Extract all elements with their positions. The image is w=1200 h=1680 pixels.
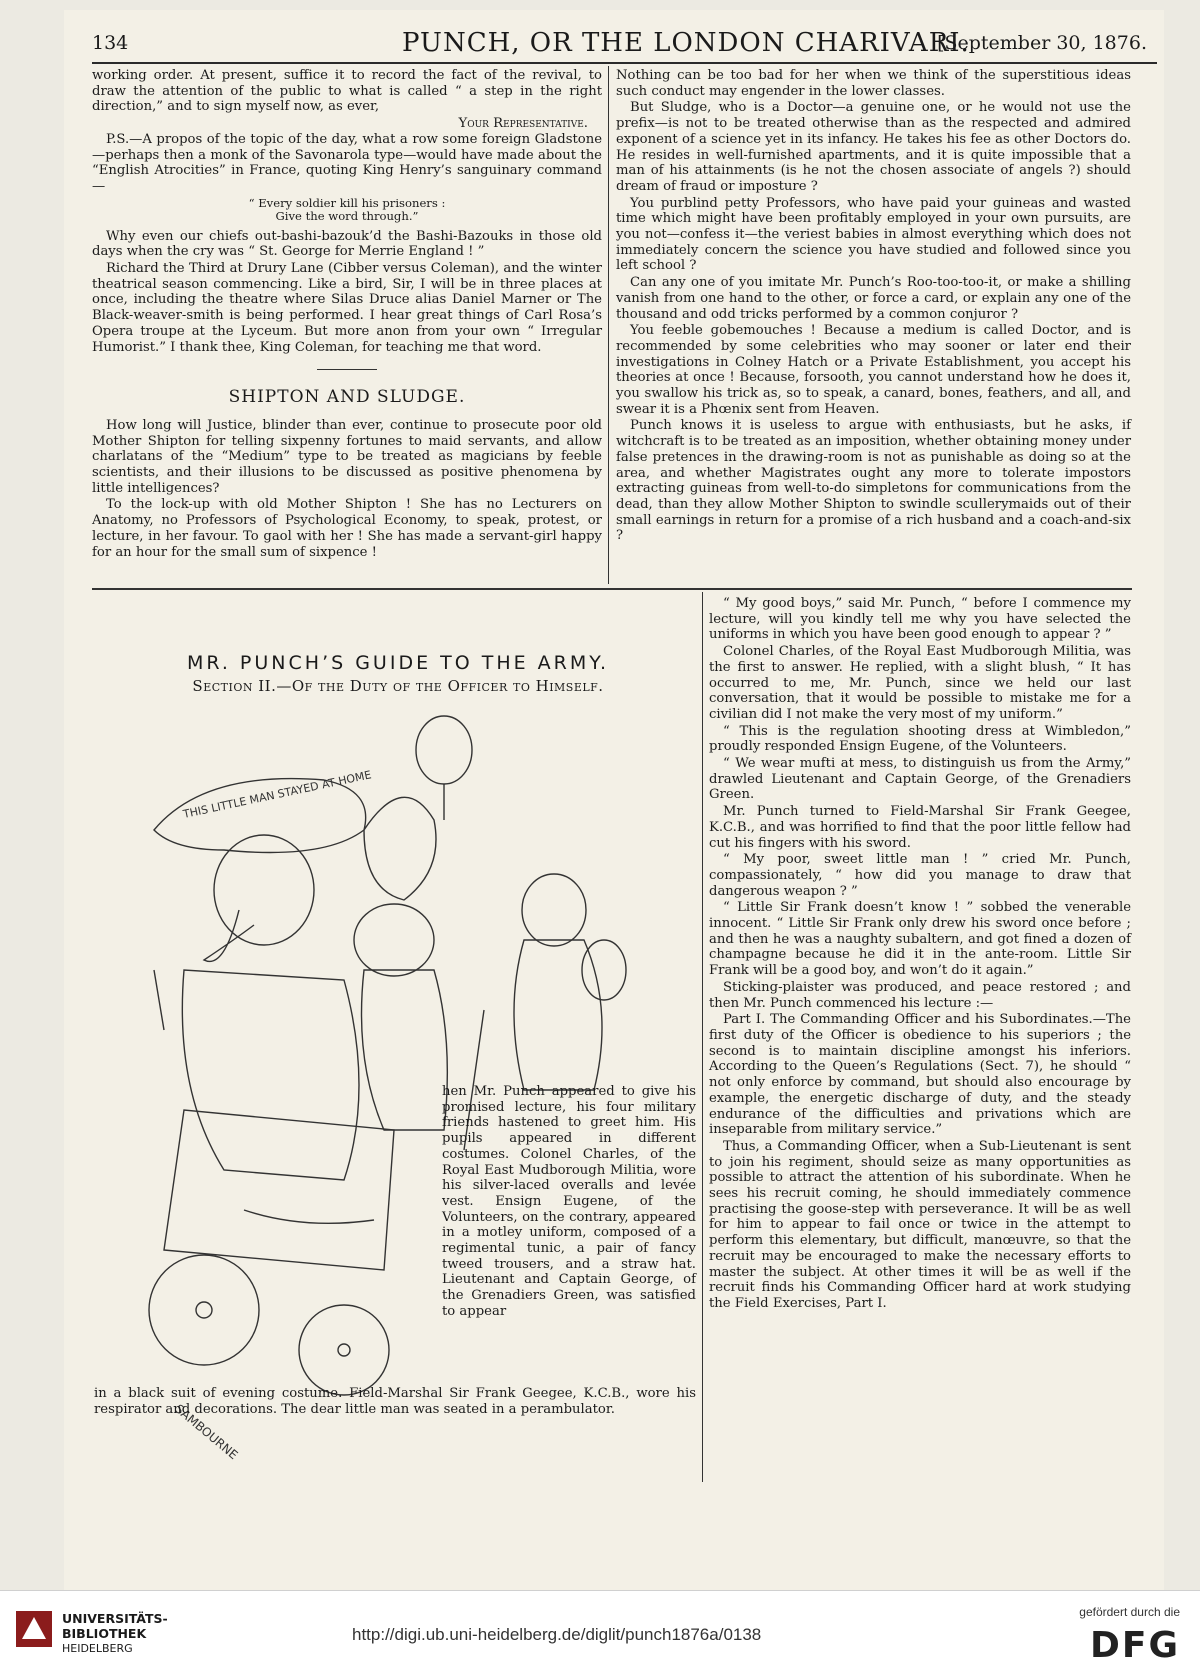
signature: Your Representative.	[458, 116, 588, 132]
verse-line: “ Every soldier kill his prisoners :	[248, 195, 446, 210]
paragraph: hen Mr. Punch appeared to give his promised lecture, his four military friends hastened to greet him. His pupils appeared in different costumes. Colonel Charles, of the Royal East Mudborough Militia, wore his silver-laced overalls and levée vest. Ensign Eugene, of the Volunteers, on the contrary, appeared in a motley uniform, composed of a regimental tunic, a pair of fancy tweed trousers, and a straw hat. Lieutenant and Captain George, of the Grenadiers Green, was satisfied to appear	[442, 1084, 696, 1319]
column-divider	[702, 592, 703, 1482]
hanging-head	[416, 716, 472, 784]
punch-head	[214, 835, 314, 945]
perambulator	[164, 1110, 394, 1270]
library-line: BIBLIOTHEK	[62, 1626, 147, 1641]
page-number: 134	[92, 32, 129, 54]
paragraph: “ This is the regulation shooting dress at Wimbledon,” proudly responded Ensign Eugene, of the Volunteers.	[709, 723, 1131, 755]
verse-quote	[92, 197, 602, 224]
old-man-face	[354, 904, 434, 976]
paragraph: in a black suit of evening costume. Field-Marshal Sir Frank Geegee, K.C.B., wore his respirator and decorations. The dear little man was seated in a perambulator.	[94, 1386, 696, 1417]
section-divider	[317, 369, 377, 370]
paragraph: “ My poor, sweet little man ! ” cried Mr. Punch, compassionately, “ how did you manage to draw that dangerous weapon ? ”	[709, 852, 1131, 899]
paragraph: You feeble gobemouches ! Because a medium is called Doctor, and is recommended by some celebrities who may sooner or later end their investigations in Colney Hatch or a Private Establishment, you accept his theories at once ! Because, forsooth, you cannot understand how he does it, you swallow his trick as, so to speak, a canard, bones, feathers, and all, and swear it is a Phœnix sent from Heaven.	[616, 323, 1131, 417]
bottom-right-column	[709, 596, 1131, 1481]
paragraph: “ We wear mufti at mess, to distinguish us from the Army,” drawled Lieutenant and Captain George, of the Grenadiers Green.	[709, 756, 1131, 803]
feathered-hat	[364, 797, 436, 900]
pram-wheel	[149, 1255, 259, 1365]
paragraph: Can any one of you imitate Mr. Punch’s Roo-too-too-it, or make a shilling vanish from one hand to the other, or force a card, or explain any one of the thousand and odd tricks performed by a common conjuror ?	[616, 275, 1131, 322]
viewer-footer	[0, 1590, 1200, 1680]
newspaper-page	[64, 10, 1164, 1590]
library-line: UNIVERSITÄTS-	[62, 1611, 168, 1626]
paragraph: “ My good boys,” said Mr. Punch, “ before I commence my lecture, will you kindly tell me why you have selected the uniforms in which you have been good enough to appear ? ”	[709, 596, 1131, 643]
guide-caption-continuation	[94, 1386, 696, 1446]
paragraph: Mr. Punch turned to Field-Marshal Sir Frank Geegee, K.C.B., and was horrified to find that the poor little fellow had cut his fingers with his sword.	[709, 804, 1131, 851]
paragraph: Richard the Third at Drury Lane (Cibber versus Coleman), and the winter theatrical season commencing. Like a bird, Sir, I will be in three places at once, including the theatre where Silas Druce alias Daniel Marner or The Black-weaver-smith is being performed. I hear great things of Carl Rosa’s Opera troupe at the Lyceum. But more anon from your own “ Irregular Humorist.” I thank thee, King Coleman, for teaching me that word.	[92, 261, 602, 355]
paragraph: working order. At present, suffice it to record the fact of the revival, to draw the attention of the public to what is called “ a step in the right direction,” and to sign myself now, as ever,	[92, 68, 602, 115]
section-title: SHIPTON AND SLUDGE.	[228, 387, 466, 408]
page-header	[92, 18, 1157, 64]
pram-handle	[154, 970, 164, 1030]
paragraph: How long will Justice, blinder than ever, continue to prosecute poor old Mother Shipton for telling sixpenny fortunes to maid servants, and allow charlatans of the “Medium” type to be treated as magicians by feeble scientists, and their illusions to be discussed as positive phenomena by little intelligences?	[92, 417, 602, 496]
punch-body	[182, 970, 359, 1180]
paragraph: Why even our chiefs out-bashi-bazouk’d the Bashi-Bazouks in those old days when the cry was “ St. George for Merrie England ! ”	[92, 228, 602, 260]
page-title: PUNCH, OR THE LONDON CHARIVARI.	[402, 28, 970, 58]
paragraph: Part I. The Commanding Officer and his Subordinates.—The first duty of the Officer is obedience to his superiors ; the second is to maintain discipline amongst his inferiors. According to the Queen’s Regulations (Sect. 7), he should “ not only enforce by command, but should also encourage by example, the energetic discharge of duty, and the steady endurance of the difficulties and privations which are inseparable from military service.”	[709, 1012, 1131, 1138]
verse-line: Give the word through.”	[275, 209, 419, 224]
paragraph: Punch knows it is useless to argue with enthusiasts, but he asks, if witchcraft is to be treated as an imposition, whether obtaining money under false pretences in the drawing-room is not as punishable as doing so at the area, and whether Magistrates ought any more to tolerate impostors extracting guineas from well-to-do simpletons for communications from the dead, than they allow Mother Shipton to swindle scullerymaids out of their small earnings in return for a promise of a rich husband and a coach-and-six ?	[616, 418, 1131, 544]
page-date: [September 30, 1876.	[937, 32, 1147, 54]
old-man-body	[362, 970, 448, 1130]
colonel-body	[514, 940, 602, 1090]
colonel-head	[522, 874, 586, 946]
paragraph: But Sludge, who is a Doctor—a genuine one, or he would not use the prefix—is not to be treated otherwise than as the respected and admired exponent of a science yet in its infancy. He takes his fee as other Doctors do. He resides in well-furnished apartments, and it is quite impossible that a man of his attainments (is he not the chosen associate of angels ?) should dream of fraud or imposture ?	[616, 100, 1131, 194]
source-url-link[interactable]: http://digi.ub.uni-heidelberg.de/diglit/punch1876a/0138	[352, 1625, 762, 1644]
paragraph: P.S.—A propos of the topic of the day, what a row some foreign Gladstone—perhaps then a monk of the Savonarola type—would have made about the “English Atrocities” in France, quoting King Henry’s sanguinary command—	[92, 131, 602, 194]
article-subtitle: Section II.—Of the Duty of the Officer to Himself.	[192, 677, 604, 695]
column-divider	[608, 66, 609, 584]
artist-signature: SAMBOURNE	[172, 1401, 241, 1463]
punch-nose	[204, 910, 254, 961]
paragraph: “ Little Sir Frank doesn’t know ! ” sobbed the venerable innocent. “ Little Sir Frank only drew his sword once before ; and then he was a naughty subaltern, and got fined a dozen of champagne because he did it in the ante-room. Little Sir Frank will be a good boy, and won’t do it again.”	[709, 900, 1131, 979]
top-left-column	[92, 68, 602, 580]
library-line: HEIDELBERG	[62, 1642, 133, 1655]
paragraph: Colonel Charles, of the Royal East Mudborough Militia, was the first to answer. He replied, with a slight blush, “ It has occurred to me, Mr. Punch, since we held our last conversation, that it would be possible to mistake me for a civilian did I not make the very most of my uniform.”	[709, 644, 1131, 722]
paragraph: You purblind petty Professors, who have paid your guineas and wasted time which might have been profitably employed in your own pursuits, are you not—confess it—the veriest babies in almost everything which does not immediately concern the science you have studied and followed since you left school ?	[616, 195, 1131, 274]
ensign-head	[582, 940, 626, 1000]
guide-caption-column	[442, 1084, 696, 1384]
paragraph: Nothing can be too bad for her when we think of the superstitious ideas such conduct may engender in the lower classes.	[616, 68, 1131, 99]
dfg-logo: DFG	[1089, 1625, 1180, 1666]
article-title: MR. PUNCH’S GUIDE TO THE ARMY.	[186, 652, 610, 674]
paragraph: Thus, a Commanding Officer, when a Sub-Lieutenant is sent to join his regiment, should seize as many opportunities as possible to attract the attention of his subordinate. When he sees his recruit coming, he should immediately commence practising the goose-step with perseverance. It will be as well for him to appear to fail once or twice in the attempt to perform this elementary, but difficult, manœuvre, so that the recruit may be encouraged to make the necessary efforts to master the subject. At other times it will be as well if the recruit finds his Commanding Officer hard at work studying the Field Exercises, Part I.	[709, 1138, 1131, 1311]
library-name	[62, 1611, 168, 1656]
paragraph: To the lock-up with old Mother Shipton ! She has no Lecturers on Anatomy, no Professors of Psychological Economy, to speak, protest, or lecture, in her favour. To gaol with her ! She has made a servant-girl happy for an hour for the small sum of sixpence !	[92, 497, 602, 560]
banner-text: THIS LITTLE MAN STAYED AT HOME	[181, 768, 373, 821]
horizontal-divider	[92, 588, 1132, 590]
top-right-column	[616, 68, 1131, 580]
funded-by-label: gefördert durch die	[1079, 1605, 1180, 1619]
paragraph: Sticking-plaister was produced, and peace restored ; and then Mr. Punch commenced his lecture :—	[709, 979, 1131, 1011]
pram-wheel	[299, 1305, 389, 1395]
university-library-logo-icon	[14, 1609, 54, 1649]
